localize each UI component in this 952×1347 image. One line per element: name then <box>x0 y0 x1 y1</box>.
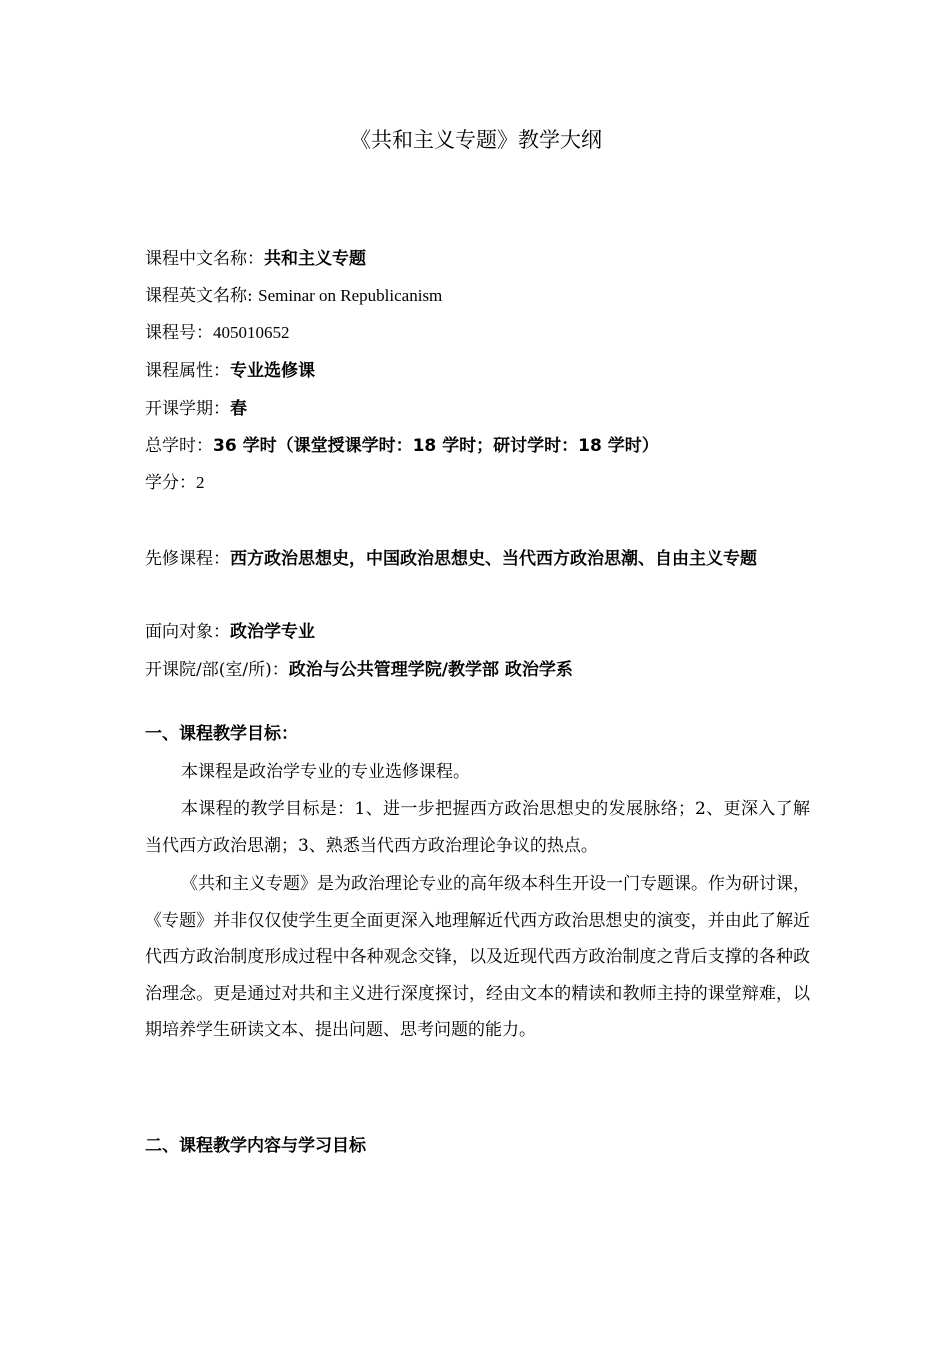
section-1-paragraph-1: 本课程是政治学专业的专业选修课程。 <box>181 762 470 782</box>
course-type-value: 专业选修课 <box>230 361 315 381</box>
course-audience-value: 政治学专业 <box>230 622 315 642</box>
course-prerequisites <box>145 540 810 578</box>
course-hours <box>145 434 815 458</box>
course-term <box>145 397 815 421</box>
course-en-name-label: 课程英文名称: <box>145 286 259 306</box>
course-department-value: 政治与公共管理学院/教学部 政治学系 <box>288 660 573 680</box>
course-hours-label: 总学时： <box>145 436 213 456</box>
course-type-label: 课程属性： <box>145 361 230 381</box>
section-1-paragraph-3: 《共和主义专题》是为政治理论专业的高年级本科生开设一门专题课。作为研讨课，《专题》并非仅仅使学生更全面更深入地理解近代西方政治思想史的演变，并由此了解近代西方政治制度形成过程中各种观念交锋，以及近现代西方政治制度之背后支撑的各种政治理念。更是通过对共和主义进行深度探讨，经由文本的精读和教师主持的课堂辩难，以期培养学生研读文本、提出问题、思考问题的能力。 <box>145 874 810 1041</box>
course-code <box>145 321 815 345</box>
course-department-label: 开课院/部(室/所)： <box>145 660 289 680</box>
course-audience <box>145 620 815 644</box>
course-term-value: 春 <box>230 399 247 419</box>
course-type <box>145 359 815 383</box>
course-prerequisites-value: 西方政治思想史，中国政治思想史、当代西方政治思潮、自由主义专题 <box>230 549 757 569</box>
document-title: 《共和主义专题》教学大纲 <box>350 128 602 152</box>
section-1-paragraph-2: 本课程的教学目标是：1、进一步把握西方政治思想史的发展脉络；2、更深入了解当代西方政治思潮；3、熟悉当代西方政治理论争议的热点。 <box>145 799 810 856</box>
course-credits-value: 2 <box>196 473 205 492</box>
course-term-label: 开课学期： <box>145 399 230 419</box>
course-cn-name <box>145 247 815 271</box>
course-en-name <box>145 284 815 308</box>
course-prerequisites-label: 先修课程： <box>145 549 230 569</box>
course-code-value: 405010652 <box>213 323 290 342</box>
course-code-label: 课程号： <box>145 323 213 343</box>
course-cn-name-label: 课程中文名称： <box>145 249 264 269</box>
course-department <box>145 658 815 682</box>
section-2-heading: 二、课程教学内容与学习目标 <box>145 1136 366 1156</box>
course-hours-value: 36 学时（课堂授课学时：18 学时；研讨学时：18 学时） <box>213 436 659 456</box>
course-en-name-value: Seminar on Republicanism <box>258 286 443 305</box>
course-credits-label: 学分： <box>145 473 196 493</box>
course-audience-label: 面向对象： <box>145 622 230 642</box>
course-cn-name-value: 共和主义专题 <box>264 249 366 269</box>
section-1-heading: 一、课程教学目标： <box>145 724 298 744</box>
course-credits <box>145 471 815 495</box>
